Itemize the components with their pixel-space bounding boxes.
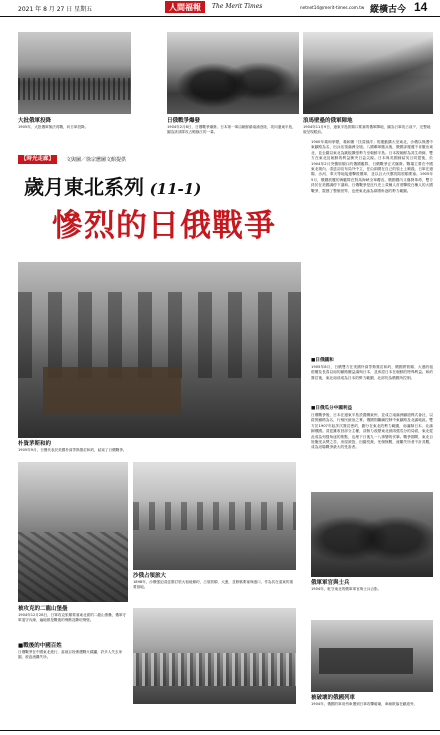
caption-erlongshan-title: 被攻克的二龍山堡壘: [18, 606, 68, 612]
war-section-title: 日俄瓜分中國利益: [315, 406, 353, 411]
civilians-bullet: ■: [18, 643, 24, 649]
main-photo-caption-body: 1905年9月，日俄代表於美國朴資茅斯簽訂和約，結束了日俄戰爭。: [18, 448, 127, 452]
masthead-logo: [165, 1, 205, 13]
caption-fort-body: 1904年11月9日，遼東半島旅順口要塞的俄軍陣地，圖為日軍攻占前夕，完整地貌呈現眼前。: [303, 125, 431, 134]
photo-lushun-port: [133, 462, 296, 570]
peace-section-title: 日俄議和: [315, 358, 334, 363]
peace-section-head: [311, 358, 334, 364]
photo-russian-fort: [303, 32, 433, 114]
caption-officers-title: 俄軍軍官與士兵: [311, 580, 350, 586]
caption-lushun-body: 1898年，沙俄強迫清廷簽訂旅大租地條約，占領旅順、大連，並修築要塞與港口，作為其在遠東的重要基地。: [133, 580, 294, 589]
caption-officers-body: 1904年，駐守東北的俄軍軍官與士兵合影。: [311, 587, 382, 591]
headline: 慘烈的日俄戰爭: [52, 208, 276, 244]
lead-paragraph: 1900年義和拳變，義和團「扶清滅洋」的運動擴大至東北，沙俄以保護中東鐵路為名，出兵佔領滿洲全境。八國聯軍撤兵後，俄國卻遲遲不肯撤出東北，並企圖以東北為跳板擴張勢力至朝鮮半島。日本視朝鮮為其生命線，雙方在東北及朝鮮的利益衝突日益尖銳。日本與英國締結英日同盟後，於1904年2月突襲旅順口的俄國艦隊，日俄戰爭正式爆發。戰場主要在中國東北境內，清廷卻宣布局外中立，任由兩國在自己的領土上廝殺。日軍在遼陽、沙河、奉天等地接連擊敗俄軍，並以巨大代價攻陷旅順要塞。1905年5月，俄國波羅的海艦隊在對馬海峽全軍覆沒，俄國國內又爆發革命，雙方終於在美國調停下議和。日俄戰爭是近代史上黃種人首度擊敗白種人的大國戰爭，震撼了整個世界，也使東北淪為兩國角逐的勢力範圍。: [311, 140, 433, 193]
photo-peace-conference: [18, 262, 301, 438]
photo-train-wreck: [311, 620, 433, 692]
contact-email: netnet14@merit-times.com.tw: [300, 5, 365, 10]
photo-russian-officers: [311, 492, 433, 577]
caption-train-body: 1904年，俄國的軍用列車遭到日軍攻擊破壞，車廂散落在鐵道旁。: [311, 702, 418, 706]
civilians-title-text: 戰後的中國百姓: [23, 643, 62, 649]
column-tag: 【時光走廊】: [18, 155, 57, 164]
series-title: [24, 171, 201, 200]
footer-rule: [0, 730, 440, 731]
war-section-head: [311, 406, 352, 412]
photo-civilians: [133, 608, 296, 704]
peace-section-bullet: ■: [311, 358, 316, 363]
brand-name: 人間福報: [169, 2, 201, 12]
brand-english: The Merit Times: [212, 3, 263, 10]
caption-civilians-body: 日俄戰爭在中國東北進行，當地百姓慘遭戰火蹂躪，許多人失去家園，被迫流離失所。: [18, 650, 123, 659]
caption-civilians-title: [18, 643, 62, 650]
photo-surrender: [18, 32, 131, 114]
main-photo-caption-title: 朴資茅斯和約: [18, 441, 52, 447]
peace-section-body: 1905年8月，日俄雙方在美國朴資茅斯簽訂和約，俄國將旅順、大連的租借權及長春以南的鐵路權益讓與日本，並承認日本在朝鮮的特殊利益。和約簽訂後，東北南部成為日本的勢力範圍，北部仍為俄國所控制。: [311, 365, 433, 380]
issue-date: 2021 年 8 月 27 日 星期五: [18, 6, 93, 13]
photo-war-outbreak: [167, 32, 299, 114]
caption-fort-title: 浪馬壁壘的俄軍陣地: [303, 118, 353, 124]
caption-surrender-body: 1905年，大批俄軍無法再戰，向日軍投降。: [18, 125, 89, 129]
caption-outbreak-title: 日俄戰爭爆發: [167, 118, 201, 124]
war-section-body: 日俄戰爭後，日本在遼東半島設置關東州，並成立南滿洲鐵道株式會社，以經營鐵路為名，行殖民統治之實。俄國則繼續控制中東鐵路及北滿地區。雙方於1907年起多次簽訂密約，劃分在東北的勢力範圍，南滿歸日本，北滿歸俄國。清廷雖收回部分主權，卻無力改變東北被兩強瓜分的局面，東北從此成為列強角逐的焦點，也埋下日後九一八事變的伏筆。戰爭期間，東北百姓飽受兵燹之苦，房屋被毀，田園荒蕪，死傷無數，流離失所者不計其數，成為這場戰爭最大的受害者。: [311, 413, 433, 450]
page-number: 14: [414, 0, 428, 14]
column-author: 文與圖／徐宗懋圖文館提供: [66, 157, 127, 163]
caption-train-title: 被破壞的俄國列車: [311, 695, 356, 701]
page-header: [0, 0, 440, 17]
section-name: 縱橫古今: [370, 5, 407, 15]
caption-erlongshan-body: 1904年12月28日，日軍攻克旅順要塞東北面的二龍山堡壘，俄軍守軍退守內線，遍地都是戰後的殘骸及斷垣殘壁。: [18, 613, 127, 622]
series-number: (11-1): [149, 180, 202, 198]
caption-outbreak-body: 1904年2月8日，日俄戰爭爆發。日本第一軍由朝鮮鎮南浦登陸，攻向遼東半島，圖為該部隊攻占鴨綠江的一幕。: [167, 125, 296, 134]
series-title-text: 歲月東北系列: [24, 175, 144, 199]
war-section-bullet: ■: [311, 406, 316, 411]
caption-surrender-title: 大批俄軍投降: [18, 118, 52, 124]
photo-erlongshan-fort: [18, 462, 128, 602]
caption-lushun-title: 沙俄占領旅大: [133, 573, 167, 579]
